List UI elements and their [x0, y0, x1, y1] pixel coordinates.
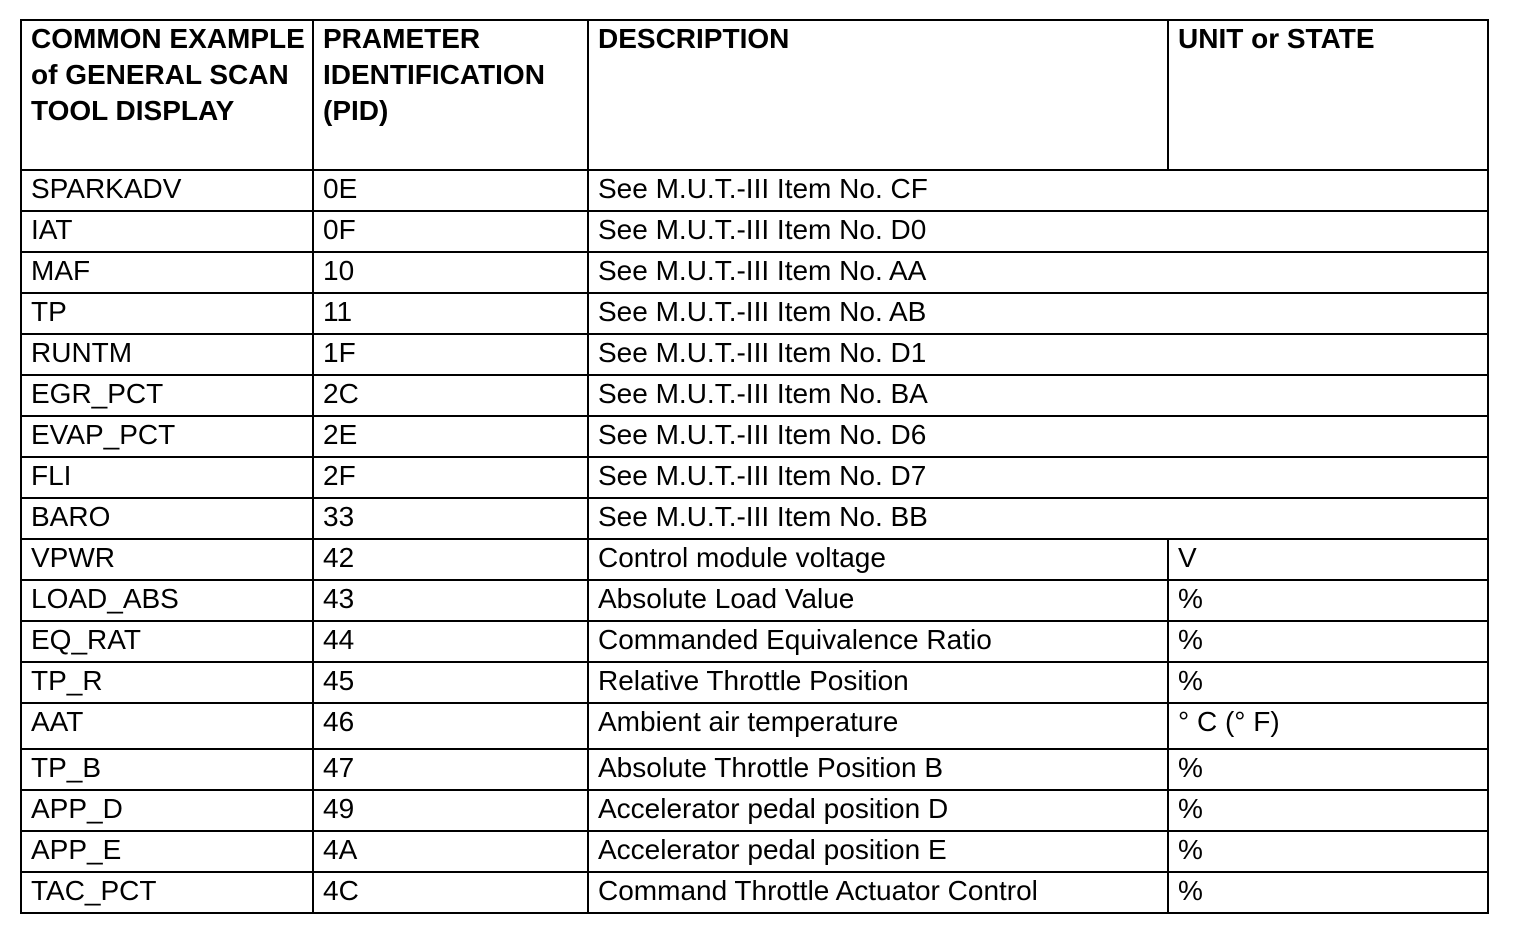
table-row — [21, 252, 1488, 293]
table-row — [21, 621, 1488, 662]
cell-display: SPARKADV — [21, 170, 313, 211]
cell-display: MAF — [21, 252, 313, 293]
cell-display: TP_B — [21, 749, 313, 790]
table-row — [21, 334, 1488, 375]
cell-display: APP_E — [21, 831, 313, 872]
table-row — [21, 831, 1488, 872]
pid-table — [20, 19, 1489, 914]
cell-display: EGR_PCT — [21, 375, 313, 416]
cell-description: See M.U.T.-III Item No. D0 — [588, 211, 1488, 252]
cell-pid: 44 — [313, 621, 588, 662]
cell-unit: % — [1168, 662, 1488, 703]
cell-description: See M.U.T.-III Item No. BA — [588, 375, 1488, 416]
cell-display: FLI — [21, 457, 313, 498]
cell-unit: % — [1168, 621, 1488, 662]
cell-description: Absolute Throttle Position B — [588, 749, 1168, 790]
cell-display: TP — [21, 293, 313, 334]
table-row — [21, 703, 1488, 749]
table-row — [21, 580, 1488, 621]
cell-unit: V — [1168, 539, 1488, 580]
cell-pid: 47 — [313, 749, 588, 790]
cell-display: EQ_RAT — [21, 621, 313, 662]
cell-description: See M.U.T.-III Item No. D6 — [588, 416, 1488, 457]
table-row — [21, 375, 1488, 416]
cell-pid: 43 — [313, 580, 588, 621]
table-row — [21, 749, 1488, 790]
cell-pid: 4A — [313, 831, 588, 872]
cell-description: See M.U.T.-III Item No. AB — [588, 293, 1488, 334]
cell-description: Accelerator pedal position D — [588, 790, 1168, 831]
cell-unit: % — [1168, 872, 1488, 913]
cell-description: Relative Throttle Position — [588, 662, 1168, 703]
cell-pid: 46 — [313, 703, 588, 749]
cell-pid: 33 — [313, 498, 588, 539]
table-row — [21, 539, 1488, 580]
cell-pid: 2E — [313, 416, 588, 457]
cell-display: AAT — [21, 703, 313, 749]
table-row — [21, 872, 1488, 913]
cell-pid: 49 — [313, 790, 588, 831]
cell-description: Ambient air temperature — [588, 703, 1168, 749]
table-row — [21, 170, 1488, 211]
cell-display: IAT — [21, 211, 313, 252]
cell-display: LOAD_ABS — [21, 580, 313, 621]
header-pid: PRAMETER IDENTIFICATION (PID) — [313, 20, 588, 170]
cell-display: VPWR — [21, 539, 313, 580]
header-row — [21, 20, 1488, 170]
cell-description: See M.U.T.-III Item No. CF — [588, 170, 1488, 211]
cell-pid: 4C — [313, 872, 588, 913]
cell-pid: 1F — [313, 334, 588, 375]
header-description: DESCRIPTION — [588, 20, 1168, 170]
cell-unit: % — [1168, 790, 1488, 831]
cell-description: Accelerator pedal position E — [588, 831, 1168, 872]
cell-pid: 10 — [313, 252, 588, 293]
cell-pid: 0E — [313, 170, 588, 211]
cell-unit: % — [1168, 749, 1488, 790]
table-row — [21, 416, 1488, 457]
cell-description: See M.U.T.-III Item No. AA — [588, 252, 1488, 293]
cell-unit: % — [1168, 580, 1488, 621]
table-row — [21, 662, 1488, 703]
cell-pid: 2F — [313, 457, 588, 498]
table-row — [21, 498, 1488, 539]
header-display: COMMON EXAMPLE of GENERAL SCAN TOOL DISPLAY — [21, 20, 313, 170]
cell-display: BARO — [21, 498, 313, 539]
cell-display: TAC_PCT — [21, 872, 313, 913]
cell-unit: % — [1168, 831, 1488, 872]
table-body — [21, 170, 1488, 913]
cell-description: See M.U.T.-III Item No. D7 — [588, 457, 1488, 498]
cell-description: Absolute Load Value — [588, 580, 1168, 621]
cell-pid: 11 — [313, 293, 588, 334]
cell-pid: 42 — [313, 539, 588, 580]
cell-description: See M.U.T.-III Item No. D1 — [588, 334, 1488, 375]
table-row — [21, 211, 1488, 252]
cell-pid: 0F — [313, 211, 588, 252]
table-header — [21, 20, 1488, 170]
cell-description: See M.U.T.-III Item No. BB — [588, 498, 1488, 539]
cell-pid: 2C — [313, 375, 588, 416]
cell-description: Command Throttle Actuator Control — [588, 872, 1168, 913]
table-row — [21, 790, 1488, 831]
cell-pid: 45 — [313, 662, 588, 703]
cell-unit: ° C (° F) — [1168, 703, 1488, 749]
cell-display: APP_D — [21, 790, 313, 831]
cell-display: TP_R — [21, 662, 313, 703]
table-row — [21, 293, 1488, 334]
cell-display: EVAP_PCT — [21, 416, 313, 457]
cell-display: RUNTM — [21, 334, 313, 375]
header-unit: UNIT or STATE — [1168, 20, 1488, 170]
cell-description: Control module voltage — [588, 539, 1168, 580]
cell-description: Commanded Equivalence Ratio — [588, 621, 1168, 662]
table-row — [21, 457, 1488, 498]
